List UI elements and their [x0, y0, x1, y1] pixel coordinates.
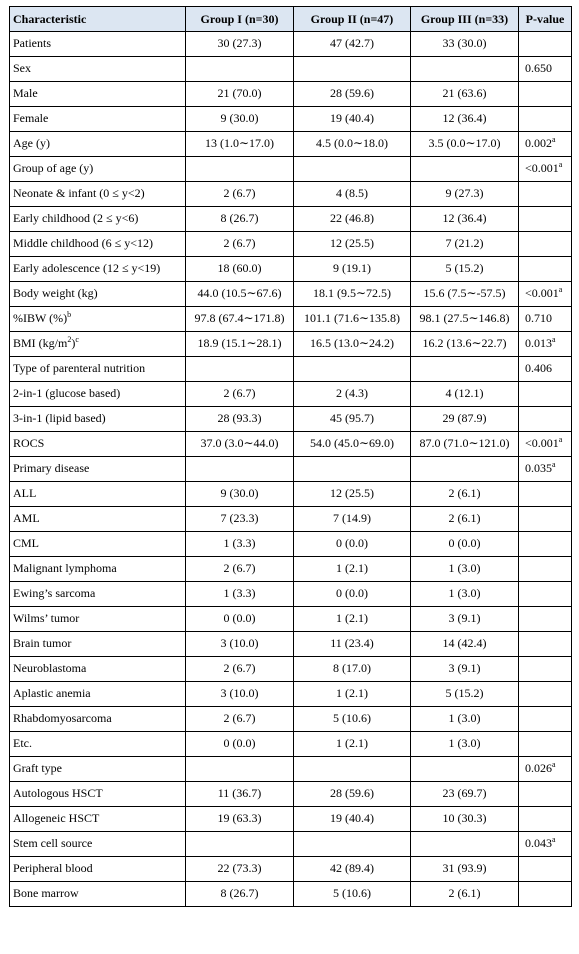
- cell-group-2: 42 (89.4): [294, 857, 411, 882]
- cell-p-value: [519, 107, 572, 132]
- cell-group-2: 1 (2.1): [294, 607, 411, 632]
- cell-group-1: [186, 157, 294, 182]
- header-characteristic: Characteristic: [10, 7, 186, 32]
- cell-p-value: [519, 432, 572, 457]
- cell-characteristic: [10, 882, 186, 907]
- characteristic-label: ALL: [13, 486, 37, 500]
- table-row: [10, 832, 572, 857]
- cell-group-2: 1 (2.1): [294, 732, 411, 757]
- characteristic-label: Peripheral blood: [13, 861, 93, 875]
- table-row: [10, 457, 572, 482]
- cell-group-2: 18.1 (9.5∼72.5): [294, 282, 411, 307]
- characteristic-label: Etc.: [13, 736, 32, 750]
- cell-group-1: 97.8 (67.4∼171.8): [186, 307, 294, 332]
- cell-group-3: 2 (6.1): [411, 882, 519, 907]
- characteristic-label: Neonate & infant (0 ≤ y<2): [13, 186, 145, 200]
- cell-p-value: [519, 307, 572, 332]
- cell-characteristic: [10, 432, 186, 457]
- footnote-marker: a: [552, 760, 556, 769]
- characteristics-table: [9, 6, 572, 907]
- table-row: [10, 407, 572, 432]
- cell-characteristic: [10, 307, 186, 332]
- characteristic-label: Neuroblastoma: [13, 661, 87, 675]
- table-row: [10, 132, 572, 157]
- cell-group-2: 5 (10.6): [294, 707, 411, 732]
- cell-group-1: 21 (70.0): [186, 82, 294, 107]
- table-row: [10, 257, 572, 282]
- cell-group-2: [294, 57, 411, 82]
- table-row: [10, 207, 572, 232]
- cell-p-value: [519, 32, 572, 57]
- cell-p-value: [519, 282, 572, 307]
- cell-p-value: [519, 207, 572, 232]
- table-row: [10, 657, 572, 682]
- cell-group-1: 2 (6.7): [186, 707, 294, 732]
- cell-group-3: 1 (3.0): [411, 732, 519, 757]
- cell-group-1: 44.0 (10.5∼67.6): [186, 282, 294, 307]
- footnote-marker: a: [558, 435, 563, 444]
- characteristic-label: BMI $(kg/m^2)$: [13, 335, 76, 350]
- p-value-text: 0.002: [525, 136, 552, 150]
- header-group-3: Group III (n=33): [411, 7, 519, 32]
- characteristic-label: Male: [13, 86, 38, 100]
- cell-p-value: [519, 332, 572, 357]
- p-value-text: 0.650: [525, 61, 552, 75]
- p-value-text: 0.043: [525, 836, 552, 850]
- cell-group-2: 0 (0.0): [294, 582, 411, 607]
- cell-characteristic: [10, 607, 186, 632]
- cell-characteristic: [10, 732, 186, 757]
- header-row: [10, 7, 572, 32]
- p-value-text: 0.026: [525, 761, 552, 775]
- cell-characteristic: [10, 282, 186, 307]
- cell-p-value: [519, 582, 572, 607]
- cell-characteristic: [10, 807, 186, 832]
- cell-group-2: 54.0 (45.0∼69.0): [294, 432, 411, 457]
- cell-characteristic: [10, 57, 186, 82]
- footnote-marker: a: [552, 135, 556, 144]
- characteristic-label: Stem cell source: [13, 836, 93, 850]
- cell-group-1: 3 (10.0): [186, 632, 294, 657]
- table-row: [10, 807, 572, 832]
- characteristic-label: Female: [13, 111, 49, 125]
- p-value-text: <0.001: [525, 286, 559, 300]
- characteristic-label: Early childhood (2 ≤ y<6): [13, 211, 139, 225]
- cell-p-value: [519, 882, 572, 907]
- footnote-marker: a: [552, 835, 556, 844]
- cell-group-3: 21 (63.6): [411, 82, 519, 107]
- cell-group-3: 29 (87.9): [411, 407, 519, 432]
- table-row: [10, 757, 572, 782]
- cell-characteristic: [10, 207, 186, 232]
- table-row: [10, 57, 572, 82]
- cell-group-3: 3 (9.1): [411, 657, 519, 682]
- p-value-text: <0.001: [525, 436, 559, 450]
- cell-group-3: [411, 157, 519, 182]
- cell-characteristic: [10, 407, 186, 432]
- characteristic-label: 3-in-1 (lipid based): [13, 411, 106, 425]
- cell-group-2: 4.5 (0.0∼18.0): [294, 132, 411, 157]
- cell-characteristic: [10, 382, 186, 407]
- cell-group-2: [294, 457, 411, 482]
- table-row: [10, 307, 572, 332]
- cell-group-3: 87.0 (71.0∼121.0): [411, 432, 519, 457]
- header-group-2: Group II (n=47): [294, 7, 411, 32]
- cell-characteristic: [10, 707, 186, 732]
- cell-p-value: [519, 507, 572, 532]
- table-row: [10, 682, 572, 707]
- cell-p-value: [519, 157, 572, 182]
- cell-p-value: [519, 482, 572, 507]
- characteristic-label: Group of age (y): [13, 161, 94, 175]
- cell-characteristic: [10, 357, 186, 382]
- cell-p-value: [519, 732, 572, 757]
- cell-group-1: 22 (73.3): [186, 857, 294, 882]
- footnote-marker: a: [552, 460, 556, 469]
- cell-group-2: 19 (40.4): [294, 807, 411, 832]
- cell-p-value: [519, 132, 572, 157]
- cell-group-3: 2 (6.1): [411, 482, 519, 507]
- cell-characteristic: [10, 582, 186, 607]
- cell-group-3: 12 (36.4): [411, 207, 519, 232]
- cell-group-1: 8 (26.7): [186, 207, 294, 232]
- cell-group-3: 16.2 (13.6∼22.7): [411, 332, 519, 357]
- cell-p-value: [519, 682, 572, 707]
- cell-group-3: 23 (69.7): [411, 782, 519, 807]
- cell-p-value: [519, 232, 572, 257]
- cell-group-1: [186, 457, 294, 482]
- cell-characteristic: [10, 757, 186, 782]
- characteristic-label: Middle childhood (6 ≤ y<12): [13, 236, 154, 250]
- cell-group-3: 5 (15.2): [411, 257, 519, 282]
- characteristic-label: Early adolescence (12 ≤ y<19): [13, 261, 161, 275]
- cell-group-3: 1 (3.0): [411, 707, 519, 732]
- cell-group-1: 30 (27.3): [186, 32, 294, 57]
- cell-group-3: 15.6 (7.5∼-57.5): [411, 282, 519, 307]
- cell-group-2: 47 (42.7): [294, 32, 411, 57]
- table-row: [10, 532, 572, 557]
- characteristic-label: Malignant lymphoma: [13, 561, 117, 575]
- cell-group-1: 2 (6.7): [186, 182, 294, 207]
- characteristic-label: Bone marrow: [13, 886, 79, 900]
- cell-p-value: [519, 257, 572, 282]
- cell-characteristic: [10, 557, 186, 582]
- cell-group-3: 7 (21.2): [411, 232, 519, 257]
- characteristic-label: CML: [13, 536, 40, 550]
- cell-group-1: [186, 357, 294, 382]
- cell-group-2: 101.1 (71.6∼135.8): [294, 307, 411, 332]
- footnote-marker: a: [552, 335, 556, 344]
- cell-characteristic: [10, 457, 186, 482]
- cell-group-2: 22 (46.8): [294, 207, 411, 232]
- cell-group-1: 19 (63.3): [186, 807, 294, 832]
- table-row: [10, 332, 572, 357]
- cell-group-3: 31 (93.9): [411, 857, 519, 882]
- cell-group-2: 4 (8.5): [294, 182, 411, 207]
- cell-group-1: 28 (93.3): [186, 407, 294, 432]
- table-row: [10, 882, 572, 907]
- cell-group-3: [411, 757, 519, 782]
- characteristic-label: Autologous HSCT: [13, 786, 103, 800]
- header-group-1: Group I (n=30): [186, 7, 294, 32]
- cell-group-3: 1 (3.0): [411, 582, 519, 607]
- cell-group-3: 12 (36.4): [411, 107, 519, 132]
- characteristic-label: Brain tumor: [13, 636, 72, 650]
- table-row: [10, 732, 572, 757]
- characteristic-label: Graft type: [13, 761, 62, 775]
- characteristic-label: Type of parenteral nutrition: [13, 361, 146, 375]
- cell-characteristic: [10, 832, 186, 857]
- characteristic-label: Age (y): [13, 136, 50, 150]
- cell-group-1: 18.9 (15.1∼28.1): [186, 332, 294, 357]
- characteristic-label: Body weight (kg): [13, 286, 98, 300]
- cell-group-1: 8 (26.7): [186, 882, 294, 907]
- cell-characteristic: [10, 532, 186, 557]
- table-row: [10, 182, 572, 207]
- table-row: [10, 482, 572, 507]
- characteristic-label: Wilms’ tumor: [13, 611, 80, 625]
- cell-p-value: [519, 82, 572, 107]
- cell-p-value: [519, 807, 572, 832]
- characteristic-label: Patients: [13, 36, 51, 50]
- cell-p-value: [519, 457, 572, 482]
- cell-p-value: [519, 857, 572, 882]
- cell-group-1: 7 (23.3): [186, 507, 294, 532]
- cell-group-2: 11 (23.4): [294, 632, 411, 657]
- footnote-marker: b: [67, 310, 72, 319]
- cell-group-2: [294, 157, 411, 182]
- table-row: [10, 707, 572, 732]
- cell-characteristic: [10, 132, 186, 157]
- characteristic-label: Primary disease: [13, 461, 90, 475]
- cell-group-2: 7 (14.9): [294, 507, 411, 532]
- cell-characteristic: [10, 32, 186, 57]
- cell-p-value: [519, 57, 572, 82]
- cell-characteristic: [10, 482, 186, 507]
- p-value-text: 0.406: [525, 361, 552, 375]
- cell-group-2: 12 (25.5): [294, 482, 411, 507]
- cell-p-value: [519, 182, 572, 207]
- cell-group-1: 2 (6.7): [186, 557, 294, 582]
- p-value-text: 0.035: [525, 461, 552, 475]
- table-row: [10, 607, 572, 632]
- cell-group-3: 2 (6.1): [411, 507, 519, 532]
- cell-p-value: [519, 382, 572, 407]
- cell-characteristic: [10, 182, 186, 207]
- cell-characteristic: [10, 857, 186, 882]
- cell-characteristic: [10, 657, 186, 682]
- table-row: [10, 507, 572, 532]
- p-value-text: <0.001: [525, 161, 559, 175]
- cell-p-value: [519, 607, 572, 632]
- cell-group-2: [294, 757, 411, 782]
- cell-characteristic: [10, 82, 186, 107]
- cell-characteristic: [10, 232, 186, 257]
- cell-group-2: 8 (17.0): [294, 657, 411, 682]
- table-body: [10, 32, 572, 907]
- cell-group-2: [294, 357, 411, 382]
- cell-p-value: [519, 832, 572, 857]
- cell-group-3: [411, 57, 519, 82]
- cell-characteristic: [10, 507, 186, 532]
- cell-group-3: [411, 357, 519, 382]
- cell-p-value: [519, 782, 572, 807]
- cell-group-2: 12 (25.5): [294, 232, 411, 257]
- cell-group-3: [411, 832, 519, 857]
- cell-group-1: 11 (36.7): [186, 782, 294, 807]
- cell-group-3: 33 (30.0): [411, 32, 519, 57]
- cell-group-1: 2 (6.7): [186, 382, 294, 407]
- cell-group-1: 2 (6.7): [186, 657, 294, 682]
- cell-group-3: 0 (0.0): [411, 532, 519, 557]
- cell-group-3: [411, 457, 519, 482]
- cell-group-2: 28 (59.6): [294, 782, 411, 807]
- table-row: [10, 432, 572, 457]
- table-row: [10, 157, 572, 182]
- cell-p-value: [519, 407, 572, 432]
- p-value-text: 0.710: [525, 311, 552, 325]
- cell-group-1: 37.0 (3.0∼44.0): [186, 432, 294, 457]
- table-row: [10, 107, 572, 132]
- table-row: [10, 632, 572, 657]
- characteristic-label: Rhabdomyosarcoma: [13, 711, 112, 725]
- cell-group-1: [186, 757, 294, 782]
- table-row: [10, 557, 572, 582]
- characteristic-label: ROCS: [13, 436, 45, 450]
- footnote-marker: c: [75, 335, 79, 344]
- header-p-value: P-value: [519, 7, 572, 32]
- cell-p-value: [519, 532, 572, 557]
- cell-characteristic: [10, 107, 186, 132]
- table-row: [10, 282, 572, 307]
- cell-characteristic: [10, 157, 186, 182]
- cell-group-2: 16.5 (13.0∼24.2): [294, 332, 411, 357]
- cell-characteristic: [10, 632, 186, 657]
- characteristic-label: Sex: [13, 61, 31, 75]
- cell-group-3: 3 (9.1): [411, 607, 519, 632]
- table-row: [10, 382, 572, 407]
- cell-group-2: 5 (10.6): [294, 882, 411, 907]
- cell-group-1: 0 (0.0): [186, 607, 294, 632]
- cell-p-value: [519, 657, 572, 682]
- characteristic-label: Allogeneic HSCT: [13, 811, 100, 825]
- cell-group-3: 1 (3.0): [411, 557, 519, 582]
- cell-group-2: [294, 832, 411, 857]
- cell-p-value: [519, 757, 572, 782]
- cell-group-3: 4 (12.1): [411, 382, 519, 407]
- table-row: [10, 582, 572, 607]
- cell-group-1: 2 (6.7): [186, 232, 294, 257]
- characteristic-label: Ewing’s sarcoma: [13, 586, 96, 600]
- cell-characteristic: [10, 682, 186, 707]
- cell-group-2: 1 (2.1): [294, 557, 411, 582]
- cell-group-1: [186, 57, 294, 82]
- unit-exponent: 2: [67, 335, 72, 344]
- cell-group-3: 5 (15.2): [411, 682, 519, 707]
- cell-p-value: [519, 557, 572, 582]
- characteristic-label: %IBW (%): [13, 311, 68, 325]
- table-row: [10, 232, 572, 257]
- cell-characteristic: [10, 782, 186, 807]
- cell-group-3: 98.1 (27.5∼146.8): [411, 307, 519, 332]
- p-value-text: 0.013: [525, 336, 552, 350]
- cell-p-value: [519, 357, 572, 382]
- cell-group-2: 2 (4.3): [294, 382, 411, 407]
- cell-group-1: 0 (0.0): [186, 732, 294, 757]
- cell-group-1: 1 (3.3): [186, 582, 294, 607]
- footnote-marker: a: [558, 285, 563, 294]
- cell-group-1: 3 (10.0): [186, 682, 294, 707]
- cell-group-2: 28 (59.6): [294, 82, 411, 107]
- cell-group-2: 9 (19.1): [294, 257, 411, 282]
- cell-group-1: [186, 832, 294, 857]
- cell-group-2: 1 (2.1): [294, 682, 411, 707]
- cell-characteristic: [10, 257, 186, 282]
- table-row: [10, 857, 572, 882]
- cell-group-1: 18 (60.0): [186, 257, 294, 282]
- characteristic-label: Aplastic anemia: [13, 686, 91, 700]
- footnote-marker: a: [558, 160, 563, 169]
- characteristic-label: AML: [13, 511, 40, 525]
- cell-group-2: 45 (95.7): [294, 407, 411, 432]
- cell-group-3: 10 (30.3): [411, 807, 519, 832]
- cell-group-2: 0 (0.0): [294, 532, 411, 557]
- cell-group-3: 14 (42.4): [411, 632, 519, 657]
- cell-group-1: 9 (30.0): [186, 482, 294, 507]
- cell-group-1: 13 (1.0∼17.0): [186, 132, 294, 157]
- characteristic-label: 2-in-1 (glucose based): [13, 386, 121, 400]
- cell-p-value: [519, 632, 572, 657]
- cell-p-value: [519, 707, 572, 732]
- table-row: [10, 82, 572, 107]
- cell-group-3: 3.5 (0.0∼17.0): [411, 132, 519, 157]
- cell-group-3: 9 (27.3): [411, 182, 519, 207]
- table-row: [10, 32, 572, 57]
- cell-group-1: 1 (3.3): [186, 532, 294, 557]
- cell-characteristic: [10, 332, 186, 357]
- cell-group-2: 19 (40.4): [294, 107, 411, 132]
- cell-group-1: 9 (30.0): [186, 107, 294, 132]
- table-row: [10, 782, 572, 807]
- table-row: [10, 357, 572, 382]
